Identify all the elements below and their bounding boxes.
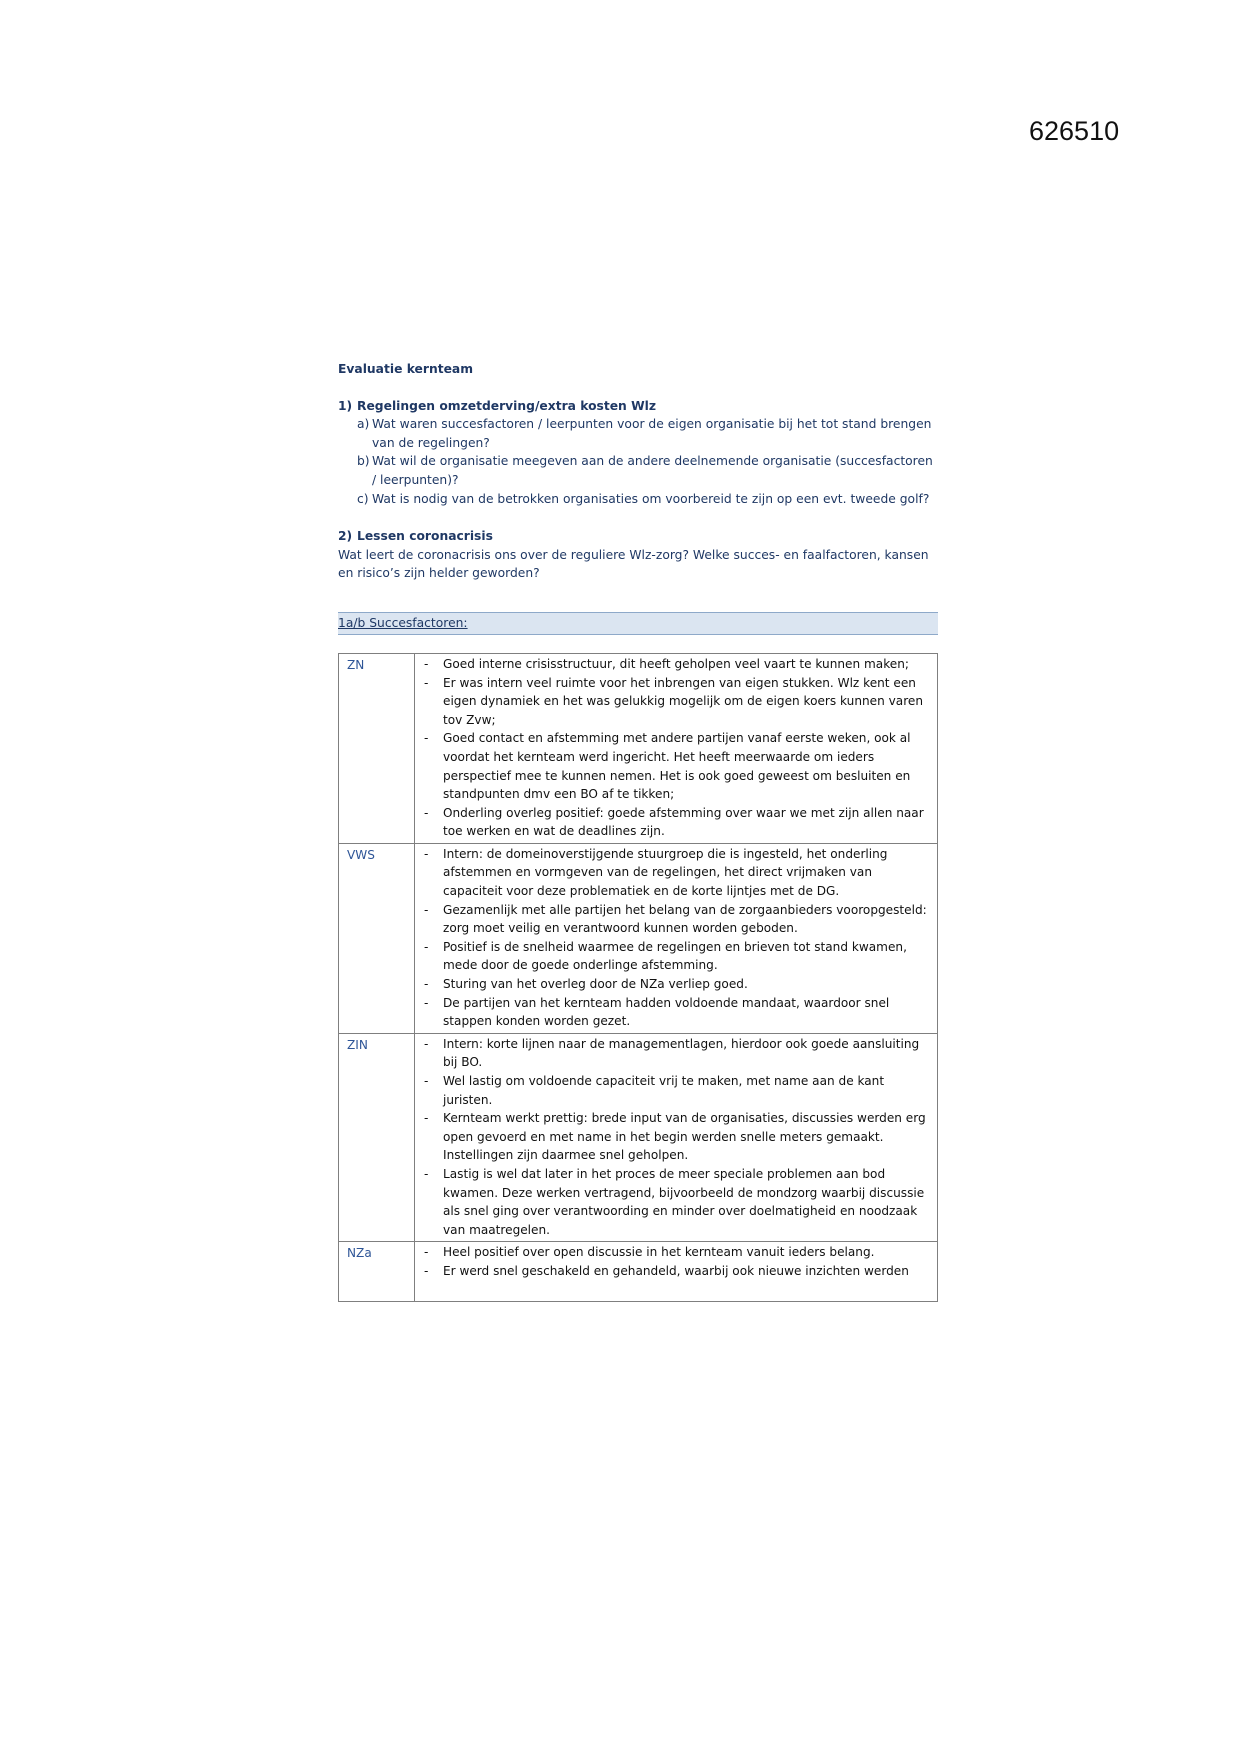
question-list: [338, 415, 938, 508]
organisation-cell: ZIN: [339, 1033, 415, 1242]
table-row: [339, 1033, 938, 1242]
succesfactoren-table: [338, 653, 938, 1302]
points-list: [423, 655, 931, 841]
section-title: [338, 397, 938, 416]
section-title-text: Lessen coronacrisis: [357, 529, 493, 544]
point-item: - Sturing van het overleg door de NZa verliep goed.: [423, 975, 931, 994]
question-letter: b): [357, 454, 370, 469]
document-number: 626510: [1029, 116, 1120, 146]
point-item: - Wel lastig om voldoende capaciteit vrij te maken, met name aan de kant juristen.: [423, 1072, 931, 1109]
table-row: [339, 843, 938, 1033]
points-list: [423, 1243, 931, 1280]
section-title-text: Regelingen omzetderving/extra kosten Wlz: [357, 398, 657, 413]
organisation-cell: NZa: [339, 1242, 415, 1302]
point-item: - Intern: de domeinoverstijgende stuurgroep die is ingesteld, het onderling afstemmen en vormgeven van de regelingen, het direct vrijmaken van capaciteit voor deze problematiek en de korte lijntjes met de DG.: [423, 845, 931, 901]
succesfactoren-header: [338, 612, 938, 635]
point-item: - Gezamenlijk met alle partijen het belang van de zorgaanbieders vooropgesteld: zorg moet veilig en verantwoord kunnen worden geboden.: [423, 901, 931, 938]
question-letter: a): [357, 417, 370, 432]
question-item: [357, 415, 938, 452]
question-item: [357, 490, 938, 509]
succesfactoren-header-text: 1a/b Succesfactoren:: [338, 615, 468, 630]
organisation-cell: ZN: [339, 653, 415, 843]
section-paragraph: Wat leert de coronacrisis ons over de reguliere Wlz-zorg? Welke succes- en faalfactoren, kansen en risico’s zijn helder geworden?: [338, 547, 929, 581]
question-text: Wat waren succesfactoren / leerpunten voor de eigen organisatie bij het tot stand brengen van de regelingen?: [372, 417, 932, 450]
table-row: [339, 653, 938, 843]
point-item: - Kernteam werkt prettig: brede input van de organisaties, discussies werden erg open gevoerd en met name in het begin werden snelle meters gemaakt. Instellingen zijn daarmee snel geholpen.: [423, 1109, 931, 1165]
points-cell: [415, 1242, 938, 1302]
point-item: - Er was intern veel ruimte voor het inbrengen van eigen stukken. Wlz kent een eigen dynamiek en het was gelukkig mogelijk om de eigen koers kunnen varen tov Zvw;: [423, 674, 931, 730]
point-item: - Intern: korte lijnen naar de managementlagen, hierdoor ook goede aansluiting bij BO.: [423, 1035, 931, 1072]
point-item: - Positief is de snelheid waarmee de regelingen en brieven tot stand kwamen, mede door de goede onderlinge afstemming.: [423, 938, 931, 975]
point-item: - Er werd snel geschakeld en gehandeld, waarbij ook nieuwe inzichten werden: [423, 1262, 931, 1281]
points-list: [423, 845, 931, 1031]
question-item: [357, 452, 938, 489]
question-letter: c): [357, 491, 369, 506]
document-heading: Evaluatie kernteam: [338, 362, 474, 376]
points-cell: [415, 843, 938, 1033]
table-row: [339, 1242, 938, 1302]
point-item: - Goed interne crisisstructuur, dit heeft geholpen veel vaart te kunnen maken;: [423, 655, 931, 674]
question-text: Wat wil de organisatie meegeven aan de andere deelnemende organisatie (succesfactoren / leerpunten)?: [372, 454, 933, 487]
points-cell: [415, 653, 938, 843]
points-list: [423, 1035, 931, 1240]
question-text: Wat is nodig van de betrokken organisaties om voorbereid te zijn op een evt. tweede golf?: [372, 491, 930, 506]
point-item: - Heel positief over open discussie in het kernteam vanuit ieders belang.: [423, 1243, 931, 1262]
organisation-cell: VWS: [339, 843, 415, 1033]
point-item: - De partijen van het kernteam hadden voldoende mandaat, waardoor snel stappen konden worden gezet.: [423, 994, 931, 1031]
point-item: - Lastig is wel dat later in het proces de meer speciale problemen aan bod kwamen. Deze werken vertragend, bijvoorbeeld de mondzorg waarbij discussie als snel ging over verantwoording en minder over doelmatigheid en noodzaak van maatregelen.: [423, 1165, 931, 1239]
document-body: [338, 360, 938, 1302]
points-cell: [415, 1033, 938, 1242]
point-item: - Goed contact en afstemming met andere partijen vanaf eerste weken, ook al voordat het kernteam werd ingericht. Het heeft meerwaarde om ieders perspectief mee te kunnen nemen. Het is ook goed geweest om besluiten en standpunten dmv een BO af te tikken;: [423, 729, 931, 803]
section-number: 1): [338, 398, 353, 413]
section-number: 2): [338, 529, 353, 544]
section-1: [338, 397, 938, 509]
point-item: - Onderling overleg positief: goede afstemming over waar we met zijn allen naar toe werken en wat de deadlines zijn.: [423, 804, 931, 841]
section-title: [338, 527, 938, 546]
section-2: [338, 527, 938, 583]
